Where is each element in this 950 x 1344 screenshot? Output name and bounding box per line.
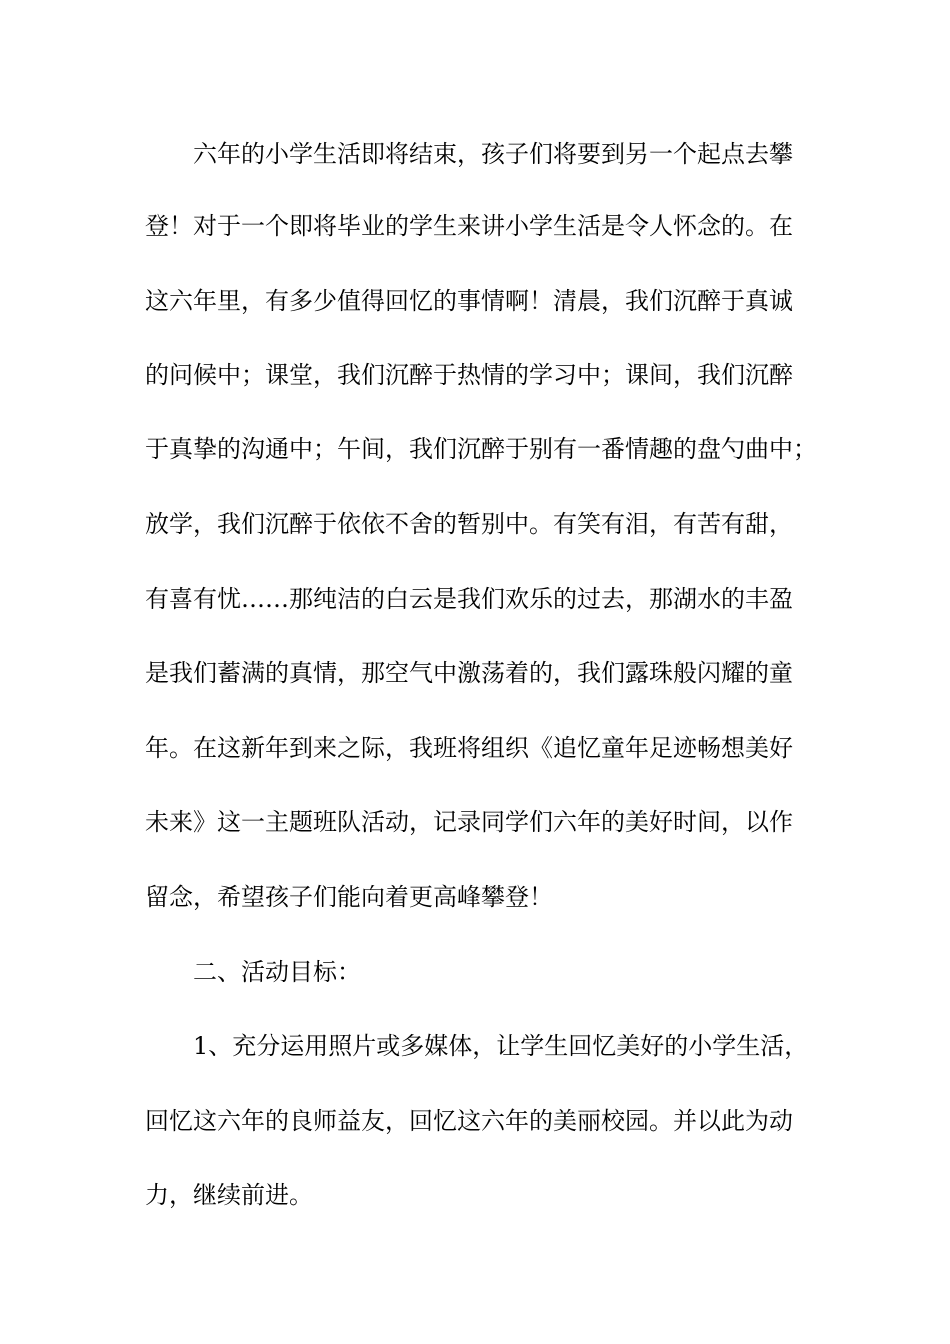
goal-paragraph-line: 力，继续前进。 — [145, 1181, 313, 1209]
intro-paragraph-line: 六年的小学生活即将结束，孩子们将要到另一个起点去攀 — [193, 140, 793, 168]
intro-paragraph-line: 于真挚的沟通中；午间，我们沉醉于别有一番情趣的盘勺曲中； — [145, 435, 817, 463]
intro-paragraph-line: 登！对于一个即将毕业的学生来讲小学生活是令人怀念的。在 — [145, 212, 793, 240]
intro-paragraph-line: 是我们蓄满的真情，那空气中激荡着的，我们露珠般闪耀的童 — [145, 659, 793, 687]
intro-paragraph-line: 的问候中；课堂，我们沉醉于热情的学习中；课间，我们沉醉 — [145, 361, 793, 389]
intro-paragraph-line: 未来》这一主题班队活动，记录同学们六年的美好时间，以作 — [145, 808, 793, 836]
section-heading: 二、活动目标： — [193, 958, 361, 986]
intro-paragraph-line: 留念，希望孩子们能向着更高峰攀登！ — [145, 883, 553, 911]
intro-paragraph-line: 放学，我们沉醉于依依不舍的暂别中。有笑有泪，有苦有甜， — [145, 510, 793, 538]
goal-paragraph-line: 1、充分运用照片或多媒体，让学生回忆美好的小学生活， — [193, 1032, 809, 1060]
goal-paragraph-line: 回忆这六年的良师益友，回忆这六年的美丽校园。并以此为动 — [145, 1107, 793, 1135]
intro-paragraph-line: 有喜有忧……那纯洁的白云是我们欢乐的过去，那湖水的丰盈 — [145, 585, 793, 613]
intro-paragraph-line: 这六年里，有多少值得回忆的事情啊！清晨，我们沉醉于真诚 — [145, 287, 793, 315]
intro-paragraph-line: 年。在这新年到来之际，我班将组织《追忆童年足迹畅想美好 — [145, 734, 793, 762]
